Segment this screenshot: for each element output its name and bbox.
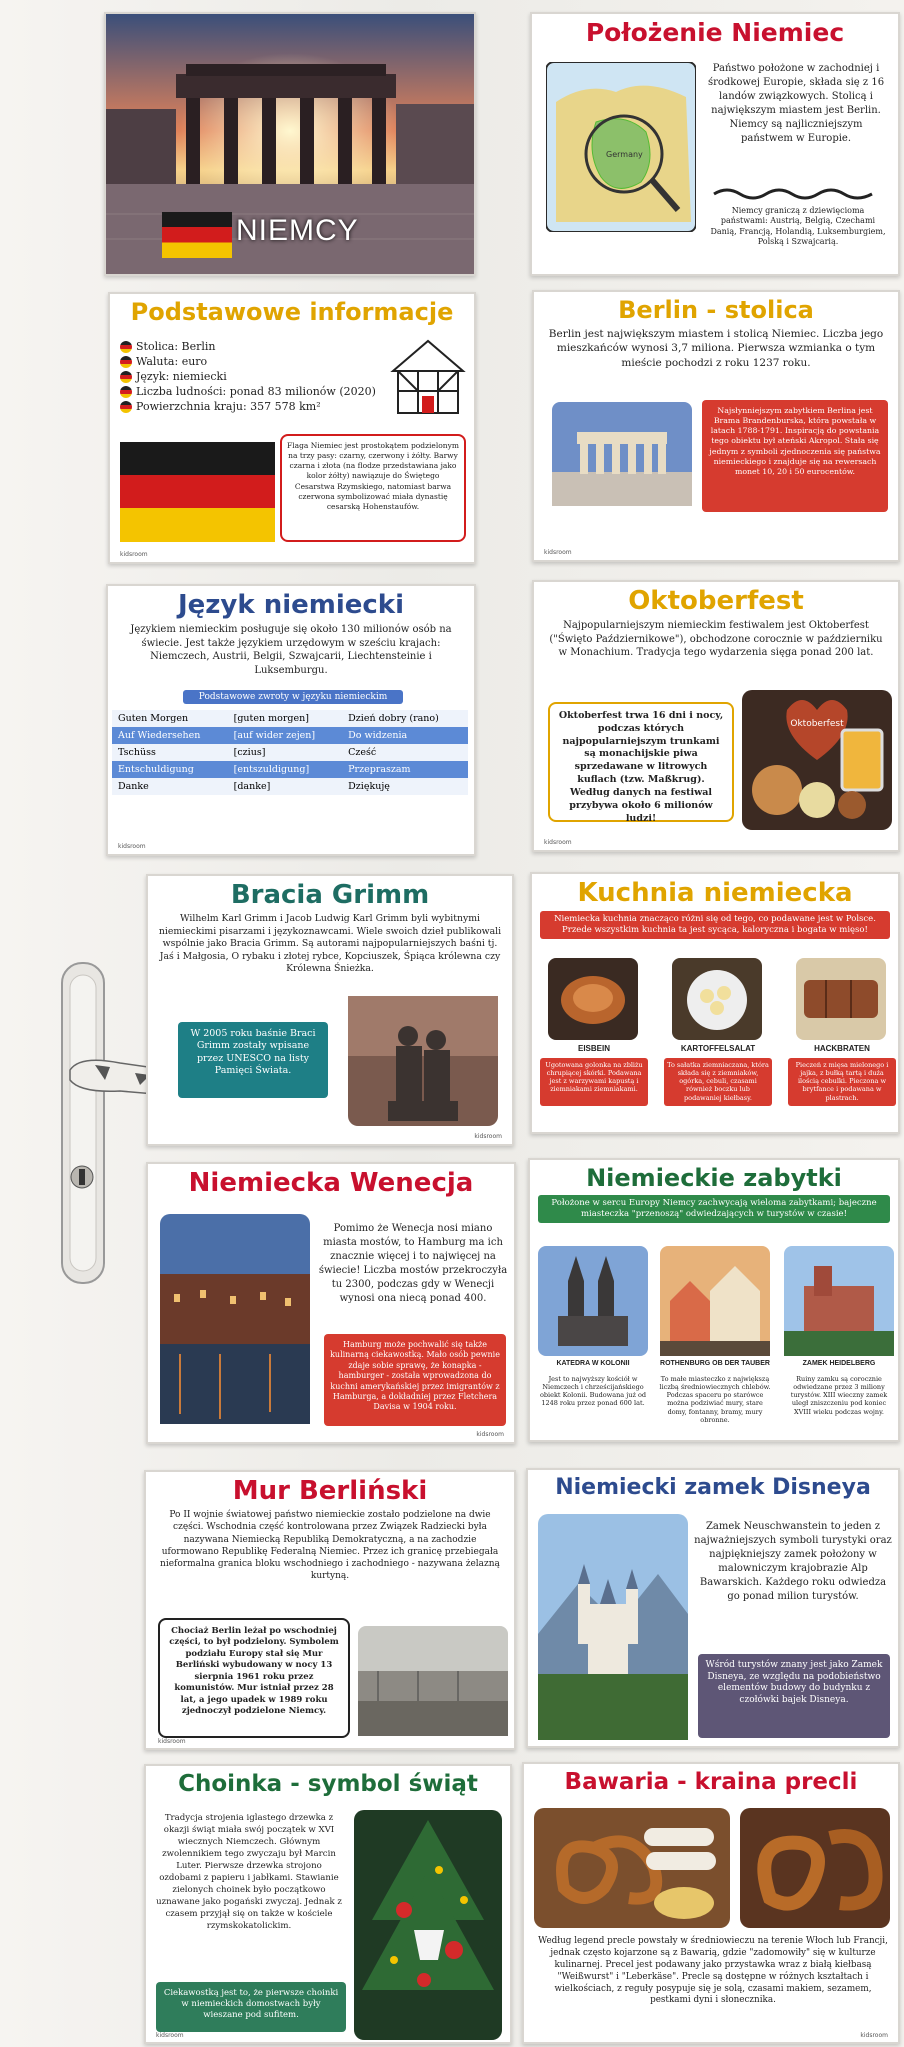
grimm-text: Wilhelm Karl Grimm i Jacob Ludwig Karl Grimm byli wybitnymi niemieckimi pisarzami i językoznawcami. Wiele swoich dzieł publikowali wspólnie jako Bracia Grimm. Są autorami najpopularniejszych baśni tj. Jaś i Małgosia, O rybaku i złotej rybce, Kopciuszek, Śpiąca królewna czy Królewna Śnieżka.	[158, 913, 502, 975]
flag-dot-icon	[120, 356, 132, 368]
wenecja-text: Pomimo że Wenecja nosi miano miasta mostów, to Hamburg ma ich znacznie więcej i to najwięcej na świecie! Liczba mostów przekroczyła tu 2300, podczas gdy w Wenecji wynosi ona niecą ponad 400.	[318, 1223, 508, 1304]
dish-name: KARTOFFELSALAT	[680, 1044, 756, 1053]
half-timbered-house-icon	[388, 336, 468, 416]
flag-note: Flaga Niemiec jest prostokątem podzielonym na trzy pasy: czarny, czerwony i żółty. Barwy czarna i złota (na flodze przedstawiana jako kolor żółty) nawiązuje do Świętego Cesarstwa Rzymskiego, natomiast barwa czerwona symbolizować miała dynastię cesarską Hohenstaufów.	[280, 434, 466, 542]
brand-logo: kidsroom	[118, 843, 146, 850]
poster-title: Położenie Niemiec	[585, 18, 845, 47]
oktoberfest-food-photo	[742, 690, 892, 830]
mur-text: Po II wojnie światowej państwo niemieckie zostało podzielone na dwie części. Wschodnia część kontrolowana przez Związek Radziecki była nazywana Niemiecką Republiką Demokratyczną, a na zachodzie uformowano Republikę Federalną Niemiec. Przez ich granicę przebiegała nieformalna granica bloku wschodniego i zachodniego - nazywana żelazną kurtyną.	[160, 1510, 500, 1581]
info-item: Powierzchnia kraju: 357 578 km²	[120, 400, 376, 413]
info-item: Waluta: euro	[120, 355, 376, 368]
monument-description: Jest to najwyższy kościół w Niemczech i chrześcijańskiego obiekt Kolonii. Budowana już od 1248 roku przez ponad 600 lat.	[539, 1375, 647, 1408]
brand-logo: kidsroom	[120, 551, 148, 558]
polozenie-text: Państwo położone w zachodniej i środkowej Europie, składa się z 16 landów związkowych. Stolicą i największym miastem jest Berlin. Niemcy są najliczniejszym państwem w Europie.	[707, 63, 885, 144]
flag-dot-icon	[120, 371, 132, 383]
info-item: Język: niemiecki	[120, 370, 376, 383]
mur-note: Chociaż Berlin leżał po wschodniej części, to był podzielony. Symbolem podziału Europy stał się Mur Berliński wybudowany w nocy 13 sierpnia 1961 roku przez komunistów. Mur istniał przez 28 lat, a jego upadek w 1989 roku zjednoczył podzielone Niemcy.	[158, 1618, 350, 1738]
jezyk-text: Językiem niemieckim posługuje się około 130 milionów osób na świecie. Jest także językiem urzędowym w sześciu krajach: Niemczech, Austrii, Belgii, Szwajcarii, Liechtensteinie i Luksemburgu.	[130, 624, 452, 676]
wenecja-note: Hamburg może pochwalić się także kulinarną ciekawostką. Mało osób pewnie zdaje sobie sprawę, że konapka - hamburger - została wprowadzona do kuchni amerykańskiej przez imigrantów z Hamburga, a dokładniej przez Fletchera Davisa w 1904 roku.	[324, 1334, 506, 1426]
poster-title: Oktoberfest	[628, 586, 804, 616]
oktoberfest-text: Najpopularniejszym niemieckim festiwalem jest Oktoberfest ("Święto Październikowe"), obchodzone corocznie w październiku w Monachium. Tradycja tego wydarzenia sięga ponad 200 lat.	[549, 620, 883, 659]
brand-logo: kidsroom	[544, 839, 572, 846]
neuschwanstein-castle-photo	[538, 1514, 688, 1740]
bawaria-text: Według legend precle powstały w średniowieczu na terenie Włoch lub Francji, jednak często kojarzone są z Bawarią, gdzie "zadomowiły" się w kulturze kulinarnej. Precel jest podawany jako przystawka wraz z białą kiełbasą "Weißwurst" i "Leberkäse". Precle są dostępne w różnych kształtach i wielkościach, z reguły posypuje się je solą, czasami makiem, sezamem, pestkami dyni i słonecznika.	[538, 1936, 888, 2006]
poster-title: Niemieckie zabytki	[586, 1164, 842, 1192]
monument-description: Ruiny zamku są corocznie odwiedzane przez 3 miliony turystów. XIII wieczny zamek uległ zniszczeniu pod koniec XVIII wieku podczas wojny.	[790, 1375, 888, 1416]
flag-dot-icon	[120, 341, 132, 353]
map-label: Germany	[606, 150, 643, 159]
dish-description: To sałatka ziemniaczana, która składa się z ziemniaków, ogórka, cebuli, czasami również boczku lub podawaniej kiełbasy.	[664, 1058, 772, 1106]
poster-title: Berlin - stolica	[618, 296, 814, 324]
info-item: Stolica: Berlin	[120, 340, 376, 353]
poster-title: Język niemiecki	[177, 590, 405, 620]
poster-title: Kuchnia niemiecka	[577, 878, 853, 908]
poster-podstawowe	[108, 292, 476, 564]
poster-mur	[144, 1470, 516, 1750]
oktoberfest-note: Oktoberfest trwa 16 dni i nocy, podczas których najpopularniejszym trunkami są monachijskie piwa sprzedawane w litrowych kuflach (tzw. Maßkrug). Według danych na festiwal przybywa około 6 milionów ludzi!	[548, 702, 734, 822]
poster-berlin	[532, 290, 900, 562]
dish-name: EISBEIN	[577, 1044, 610, 1053]
phrases-subtitle: Podstawowe zwroty w języku niemieckim	[183, 690, 403, 704]
europe-map-image	[546, 62, 696, 232]
german-flag	[120, 442, 275, 542]
poster-title: Niemiecki zamek Disneya	[555, 1475, 871, 1500]
berlin-text: Berlin jest największym miastem i stolicą Niemiec. Liczba jego mieszkańców wynosi 3,7 miliona. Pierwsza wzmianka o tym mieście pochodzi z roku 1237 roku.	[548, 328, 884, 369]
kuchnia-banner: Niemiecka kuchnia znacząco różni się od tego, co podawane jest w Polsce. Przede wszystkim kuchnia ta jest sycąca, kaloryczna i bogata w mięso!	[540, 911, 890, 939]
poster-wenecja	[146, 1162, 516, 1444]
poster-grimm	[146, 874, 514, 1146]
disney-text: Zamek Neuschwanstein to jeden z najważniejszych symboli turystyki oraz najpiękniejszy zamek położony w malowniczym krajobrazie Alp Bawarskich. Każdego roku odwiedza go ponad milion turystów.	[694, 1521, 892, 1602]
heidelberg-castle-photo	[784, 1246, 894, 1356]
monument-description: To małe miasteczko z największą liczbą średniowiecznych chlebów. Podczas spaceru po starówce można podziwiać mury, stare domy, fontanny, bramy, mury obronne.	[659, 1375, 771, 1424]
poster-bawaria	[522, 1762, 900, 2044]
poster-title: Choinka - symbol świąt	[178, 1771, 478, 1797]
poster-polozenie	[530, 12, 900, 276]
brand-logo: kidsroom	[476, 1431, 504, 1438]
pretzel-sausage-photo	[534, 1808, 730, 1928]
berlin-note: Najsłynniejszym zabytkiem Berlina jest Brama Brandenburska, która powstała w latach 1788-1791. Inspiracją do powstania tego obiektu był ateński Akropol. Stała się jednym z symboli zjednoczenia się państwa niemieckiego i znajduje się na rewersach monet 10, 20 i 50 eurocentów.	[702, 400, 888, 512]
christmas-tree-photo	[354, 1810, 502, 2040]
grimm-note: W 2005 roku baśnie Braci Grimm zostały wpisane przez UNESCO na listy Pamięci Świata.	[178, 1022, 328, 1098]
flag-dot-icon	[120, 386, 132, 398]
polozenie-note: Niemcy graniczą z dziewięcioma państwami: Austrią, Belgią, Czechami Danią, Francją, Holandią, Luksemburgiem, Polską i Szwajcarią.	[710, 206, 886, 247]
pretzel-closeup-photo	[740, 1808, 890, 1928]
choinka-text: Tradycja strojenia iglastego drzewka z okazji świąt miała swój początek w XVI wiecznych Niemczech. Głównym zwolennikiem tego zwyczaju był Marcin Luter. Pierwsze drzewka strojono ozdobami z papieru i jabłkami. Stawianie zielonych choinek było początkowo uznawane jako pogański zwyczaj. Jednak z czasem przyjął się on także w kościele rzymskokatolickim.	[156, 1813, 342, 1932]
monument-name: KATEDRA W KOLONII	[556, 1360, 630, 1367]
info-item: Liczba ludności: ponad 83 milionów (2020)	[120, 385, 376, 398]
berlin-wall-photo	[358, 1626, 508, 1736]
hamburg-canal-photo	[160, 1214, 310, 1424]
flag-dot-icon	[120, 401, 132, 413]
poster-niemcy	[104, 12, 476, 276]
poster-title: Bawaria - kraina precli	[564, 1769, 858, 1795]
poster-zabytki	[528, 1158, 900, 1442]
brand-logo: kidsroom	[544, 549, 572, 556]
table-row: Tschüss [czius] Cześć	[112, 744, 468, 761]
poster-jezyk	[106, 584, 476, 856]
monument-name: ROTHENBURG OB DER TAUBER	[660, 1360, 770, 1367]
rothenburg-photo	[660, 1246, 770, 1356]
dish-description: Ugotowana golonka na zbliżu chrupiącej skórki. Podawana jest z warzywami kapustą i ziemniakami ziemniakami.	[540, 1058, 648, 1106]
zabytki-banner: Położone w sercu Europy Niemcy zachwycają wieloma zabytkami; bajeczne miasteczka "przenoszą" odwiedzających w turystów w czasie!	[538, 1195, 890, 1223]
poster-title: Niemiecka Wenecja	[188, 1168, 474, 1198]
kartoffelsalat-photo	[672, 958, 762, 1040]
poster-oktoberfest	[532, 580, 900, 852]
eisbein-photo	[548, 958, 638, 1040]
poster-disney	[526, 1468, 900, 1748]
disney-note: Wśród turystów znany jest jako Zamek Disneya, ze względu na podobieństwo elementów budowy do budynku z czołówki bajek Disneya.	[698, 1654, 890, 1738]
table-row: Danke [danke] Dziękuję	[112, 778, 468, 795]
phrases-table	[112, 710, 468, 795]
table-row: Entschuldigung [entszuldigung] Przepraszam	[112, 761, 468, 778]
poster-title: Mur Berliński	[232, 1476, 428, 1506]
dish-name: HACKBRATEN	[814, 1044, 870, 1053]
monument-name: ZAMEK HEIDELBERG	[802, 1360, 876, 1367]
poster-title: Podstawowe informacje	[130, 298, 454, 326]
decorative-wave	[712, 186, 882, 202]
poster-kuchnia	[530, 872, 900, 1134]
grimm-statue-photo	[348, 996, 498, 1126]
cologne-cathedral-photo	[538, 1246, 648, 1356]
table-row: Auf Wiedersehen [auf wider zejen] Do widzenia	[112, 727, 468, 744]
gingerbread-heart-label: Oktoberfest	[790, 719, 844, 729]
choinka-note: Ciekawostką jest to, że pierwsze choinki w niemieckich domostwach były wieszane pod sufitem.	[156, 1982, 346, 2032]
brand-logo: kidsroom	[156, 2032, 184, 2039]
table-row: Guten Morgen [guten morgen] Dzień dobry (rano)	[112, 710, 468, 727]
poster-title: Bracia Grimm	[230, 880, 430, 910]
niemcy-title: NIEMCY	[236, 214, 359, 247]
hackbraten-photo	[796, 958, 886, 1040]
brandenburg-gate-photo	[552, 402, 692, 506]
brand-logo: kidsroom	[158, 1738, 186, 1745]
poster-choinka	[144, 1764, 512, 2044]
brand-logo: kidsroom	[860, 2032, 888, 2039]
german-flag	[162, 212, 232, 258]
info-list	[120, 338, 376, 415]
brand-logo: kidsroom	[474, 1133, 502, 1140]
dish-description: Pieczeń z mięsa mielonego i jajka, z bułką tartą i duża ilością cebulki. Pieczona w brytfance i podawana w plastrach.	[788, 1058, 896, 1106]
